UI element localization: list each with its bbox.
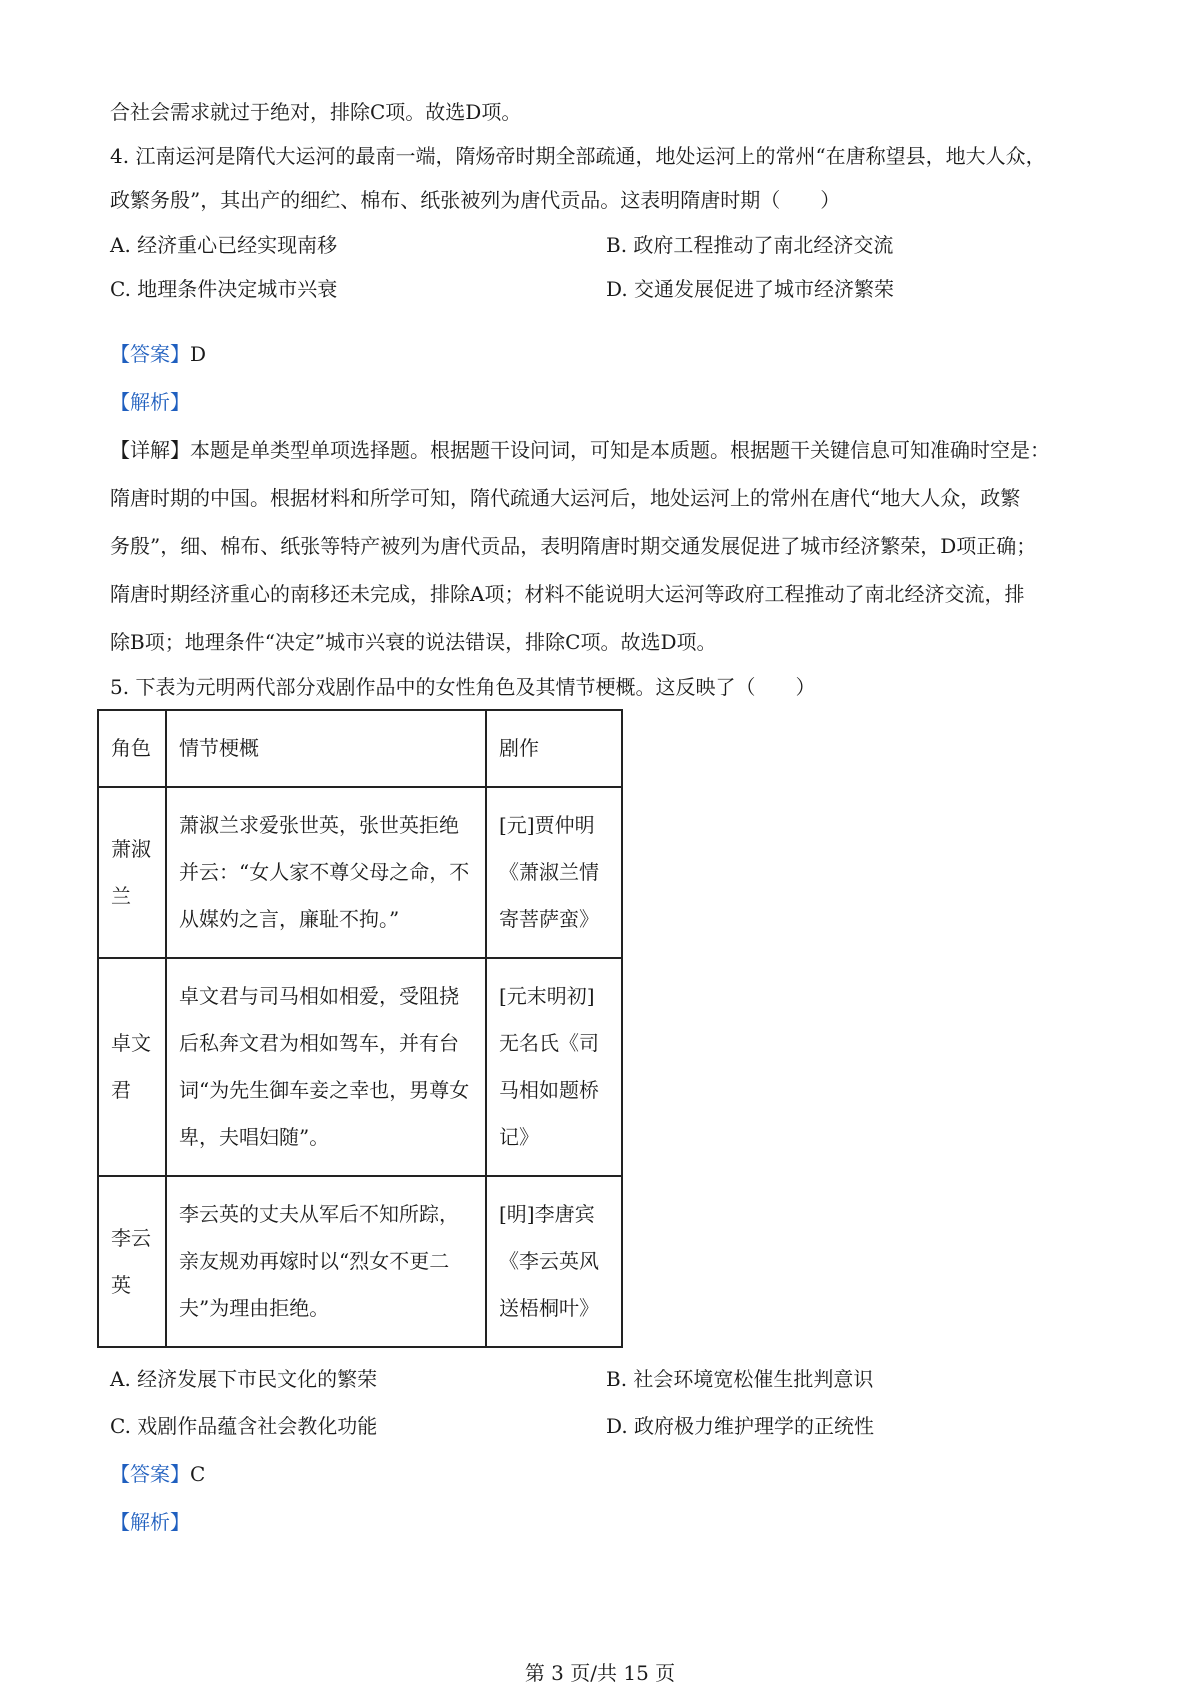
- q4-stem-line-2: 政繁务殷”，其出产的细纻、棉布、纸张被列为唐代贡品。这表明隋唐时期（ ）: [110, 188, 841, 212]
- q4-stem-line-1: 4. 江南运河是隋代大运河的最南一端，隋炀帝时期全部疏通，地处运河上的常州“在唐称望县，地大人众，: [110, 144, 1046, 168]
- q5-answer: [110, 1459, 205, 1489]
- drama-table: [97, 709, 623, 1348]
- q5-option-a: A. 经济发展下市民文化的繁荣: [110, 1367, 378, 1391]
- role-cell: 李云英: [111, 1225, 151, 1297]
- answer-tag: 【答案】: [110, 342, 190, 366]
- q4-detail-line-1: 【详解】本题是单类型单项选择题。根据题干设问词，可知是本质题。根据题干关键信息可知准确时空是：: [110, 438, 1050, 462]
- table-row: [98, 958, 622, 1176]
- plot-cell: 李云英的丈夫从军后不知所踪，亲友规劝再嫁时以“烈女不更二夫”为理由拒绝。: [179, 1202, 459, 1320]
- q5-stem: 5. 下表为元明两代部分戏剧作品中的女性角色及其情节梗概。这反映了（ ）: [110, 675, 816, 699]
- q4-detail-line-2: 隋唐时期的中国。根据材料和所学可知，隋代疏通大运河后，地处运河上的常州在唐代“地大人众，政繁: [110, 486, 1021, 510]
- plot-cell: 萧淑兰求爱张世英，张世英拒绝并云：“女人家不尊父母之命，不从媒妁之言，廉耻不拘。”: [179, 813, 470, 931]
- header-work: 剧作: [486, 710, 622, 787]
- q5-option-c: C. 戏剧作品蕴含社会教化功能: [110, 1414, 378, 1438]
- q4-option-a: A. 经济重心已经实现南移: [110, 233, 338, 257]
- table-header-row: [98, 710, 622, 787]
- q4-detail-line-5: 除B项；地理条件“决定”城市兴衰的说法错误，排除C项。故选D项。: [110, 630, 717, 654]
- q5-option-d: D. 政府极力维护理学的正统性: [606, 1414, 875, 1438]
- answer-value: C: [190, 1462, 206, 1486]
- work-cell: [元]贾仲明《萧淑兰情寄菩萨蛮》: [499, 813, 599, 931]
- q4-option-b: B. 政府工程推动了南北经济交流: [606, 233, 894, 257]
- header-plot: 情节梗概: [166, 710, 486, 787]
- continuation-line: 合社会需求就过于绝对，排除C项。故选D项。: [110, 100, 522, 124]
- q5-analysis-tag: 【解析】: [110, 1510, 190, 1534]
- q4-analysis-tag: 【解析】: [110, 390, 190, 414]
- role-cell: 萧淑兰: [111, 836, 151, 908]
- q4-option-c: C. 地理条件决定城市兴衰: [110, 277, 338, 301]
- q4-detail-line-4: 隋唐时期经济重心的南移还未完成，排除A项；材料不能说明大运河等政府工程推动了南北经济交流，排: [110, 582, 1025, 606]
- q4-answer: [110, 339, 206, 369]
- q4-detail-line-3: 务殷”，细、棉布、纸张等特产被列为唐代贡品，表明隋唐时期交通发展促进了城市经济繁荣，D项正确；: [110, 534, 1037, 558]
- role-cell: 卓文君: [111, 1031, 151, 1102]
- work-cell: [元末明初]无名氏《司马相如题桥记》: [499, 984, 599, 1149]
- answer-tag: 【答案】: [110, 1462, 190, 1486]
- page-number: 第 3 页/共 15 页: [524, 1661, 676, 1685]
- q4-option-d: D. 交通发展促进了城市经济繁荣: [606, 277, 895, 301]
- header-role: 角色: [98, 710, 166, 787]
- plot-cell: 卓文君与司马相如相爱，受阻挠后私奔文君为相如驾车，并有台词“为先生御车妾之幸也，男尊女卑，夫唱妇随”。: [179, 984, 470, 1149]
- table-row: [98, 787, 622, 958]
- table-row: [98, 1176, 622, 1347]
- work-cell: [明]李唐宾《李云英风送梧桐叶》: [499, 1202, 599, 1320]
- answer-value: D: [190, 342, 207, 366]
- q5-option-b: B. 社会环境宽松催生批判意识: [606, 1367, 874, 1391]
